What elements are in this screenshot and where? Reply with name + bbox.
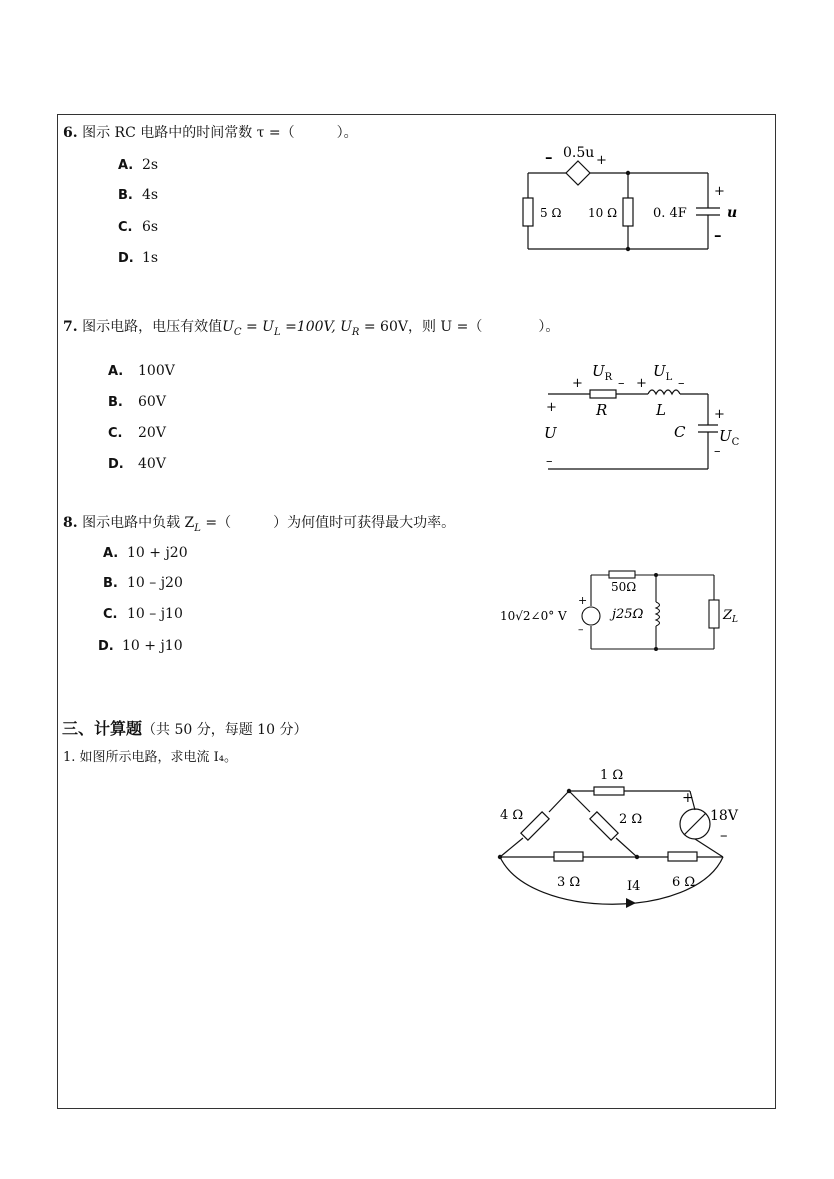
section-3-heading <box>62 720 307 739</box>
p1-node-left <box>498 855 502 859</box>
q8-option-c[interactable]: C. 10 – j10 <box>103 606 183 622</box>
p1-current-arrow <box>626 898 636 908</box>
q8-max-power-circuit-diagram <box>496 560 751 658</box>
q8-source-plus: + <box>578 594 588 607</box>
q6-node-bottom <box>626 247 630 251</box>
q6-v-label: u <box>727 205 738 221</box>
question-6-number: 6. <box>63 125 78 141</box>
question-7: 7. 图示电路，电压有效值$U_C = U_L =100V$, $U_R = 60V$，则 U =（ ）。 <box>63 319 560 338</box>
p1-bridge-circuit-diagram <box>490 760 750 910</box>
p1-current-label: I4 <box>627 879 641 894</box>
p1-source-plus: + <box>682 790 694 806</box>
q7-ul-minus: – <box>678 376 685 391</box>
question-6-text: 图示 RC 电路中的时间常数 τ =（ ）。 <box>82 125 358 141</box>
p1-r3-label: 3 Ω <box>557 875 581 890</box>
q6-c-label: 0. 4F <box>653 206 687 221</box>
q7-ul-label: $U_L$ <box>653 362 673 383</box>
q8-z-label: $Z_L$ <box>723 608 739 625</box>
question-7-number: 7. <box>63 319 78 335</box>
section-3-note: （共 50 分，每题 10 分） <box>142 722 308 738</box>
q7-c-label: C <box>674 423 686 441</box>
q8-option-d[interactable]: D. 10 + j10 <box>98 638 183 654</box>
q6-r2-label: 10 Ω <box>588 206 618 220</box>
q7-l-label: L <box>656 401 666 419</box>
q8-node-top <box>654 573 658 577</box>
q6-source-label: 0.5u <box>563 145 595 161</box>
question-8-number: 8. <box>63 515 78 531</box>
q6-v-minus: – <box>714 226 722 244</box>
p1-node-middle <box>635 855 639 859</box>
q7-uc-minus: – <box>714 444 721 459</box>
q6-rc-circuit-diagram <box>500 140 760 260</box>
q8-option-a[interactable]: A. 10 + j20 <box>103 545 188 561</box>
p1-r2-label: 2 Ω <box>619 812 643 827</box>
q8-r-label: 50Ω <box>611 580 637 594</box>
p1-source-minus: – <box>720 826 728 844</box>
q7-ur-label: $U_R$ <box>592 362 613 383</box>
question-6 <box>63 124 358 142</box>
q7-ul-plus: + <box>636 376 647 391</box>
q6-source-plus: + <box>596 153 607 168</box>
q7-uc-plus: + <box>714 407 725 422</box>
q7-option-c[interactable]: C. 20V <box>108 425 166 441</box>
q7-ur-plus: + <box>572 376 583 391</box>
q7-option-a[interactable]: A. 100V <box>108 363 175 379</box>
q7-u-minus: – <box>546 454 553 469</box>
section-3-title: 三、计算题 <box>62 719 143 738</box>
q8-source-minus: – <box>578 623 584 636</box>
p1-r6-label: 6 Ω <box>672 875 696 890</box>
q7-r-label: R <box>596 401 608 419</box>
q8-source-label: 10√2∠0° V <box>500 609 567 623</box>
p1-r1-label: 1 Ω <box>600 768 624 783</box>
p1-node-top <box>567 789 571 793</box>
q7-uc-label: $U_C$ <box>719 427 740 448</box>
q6-node-top <box>626 171 630 175</box>
q7-u-label: U <box>544 424 557 442</box>
q6-option-c[interactable]: C. 6s <box>118 219 159 235</box>
q7-option-d[interactable]: D. 40V <box>108 456 166 472</box>
q8-option-b[interactable]: B. 10 – j20 <box>103 575 183 591</box>
q7-option-b[interactable]: B. 60V <box>108 394 166 410</box>
q6-source-minus: – <box>545 148 553 166</box>
p1-source-label: 18V <box>710 808 738 824</box>
q6-r1-label: 5 Ω <box>540 206 562 220</box>
question-8: 8. 图示电路中负载 $Z_L$ =（ ）为何值时可获得最大功率。 <box>63 515 456 534</box>
q7-u-plus: + <box>546 400 557 415</box>
problem-1-text: 1. 如图所示电路，求电流 I₄。 <box>63 750 238 765</box>
q8-l-label: j25Ω <box>612 607 644 622</box>
q7-ur-minus: – <box>618 376 625 391</box>
q6-option-b[interactable]: B. 4s <box>118 187 159 203</box>
q7-rlc-circuit-diagram <box>538 355 763 475</box>
p1-r4-label: 4 Ω <box>500 808 524 823</box>
q6-v-plus: + <box>714 184 725 199</box>
q6-option-a[interactable]: A. 2s <box>118 157 159 173</box>
q8-node-bottom <box>654 647 658 651</box>
q6-option-d[interactable]: D. 1s <box>118 250 159 266</box>
